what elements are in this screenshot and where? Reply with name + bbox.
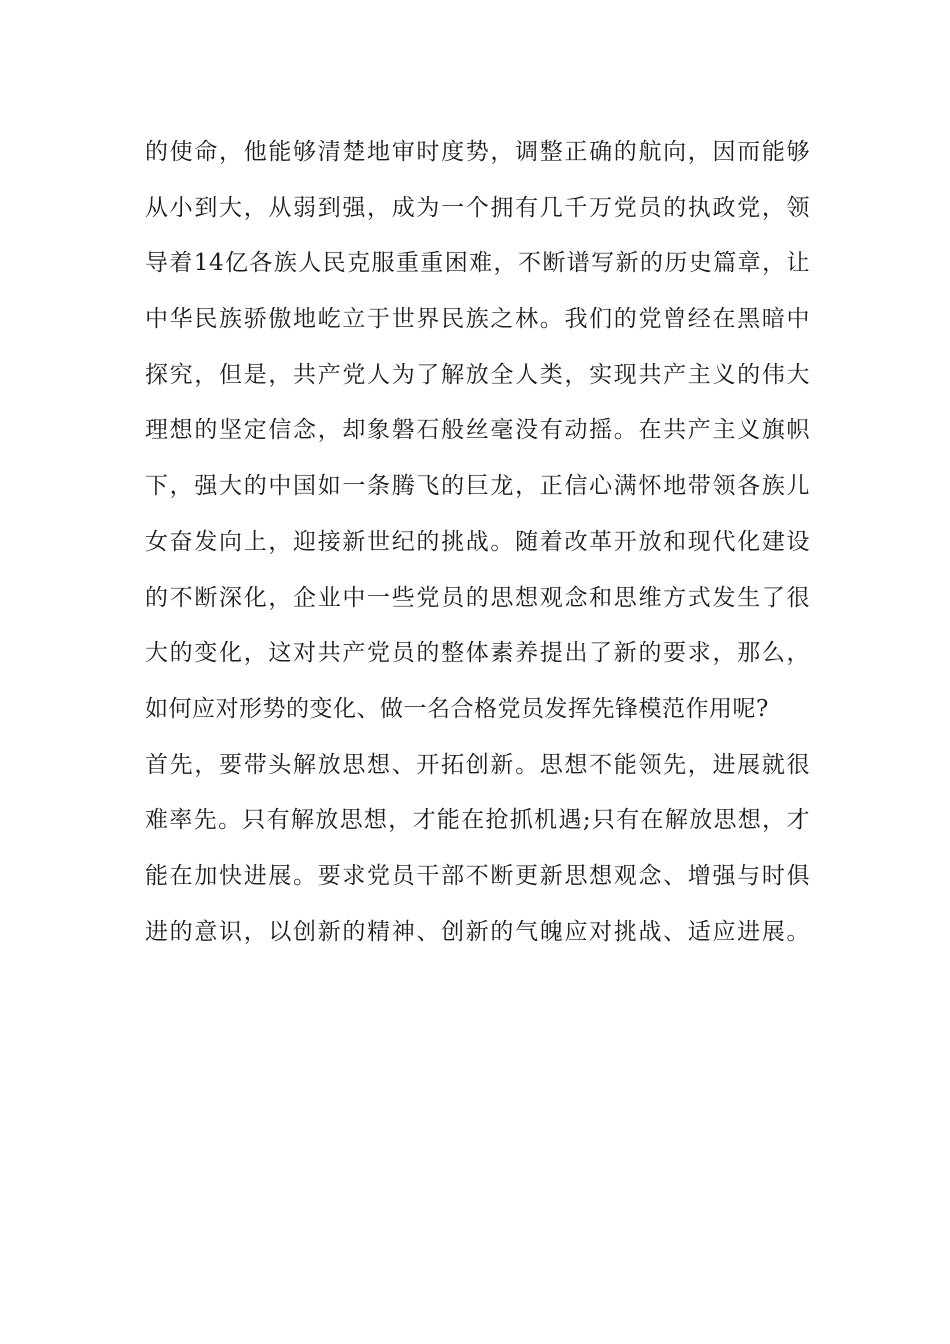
text-line: 难率先。只有解放思想，才能在抢抓机遇;只有在解放思想，才 xyxy=(145,807,810,834)
text-line: 下，强大的中国如一条腾飞的巨龙，正信心满怀地带领各族儿 xyxy=(145,473,810,500)
text-line: 中华民族骄傲地屹立于世界民族之林。我们的党曾经在黑暗中 xyxy=(145,306,810,333)
text-line: 大的变化，这对共产党员的整体素养提出了新的要求，那么， xyxy=(145,640,810,667)
text-line: 探究，但是，共产党人为了解放全人类，实现共产主义的伟大 xyxy=(145,361,810,388)
text-line: 的使命，他能够清楚地审时度势，调整正确的航向，因而能够 xyxy=(145,139,810,165)
text-line: 的不断深化，企业中一些党员的思想观念和思维方式发生了很 xyxy=(145,584,810,611)
text-line: 首先，要带头解放思想、开拓创新。思想不能领先，进展就很 xyxy=(145,751,810,778)
text-line: 进的意识，以创新的精神、创新的气魄应对挑战、适应进展。 xyxy=(145,918,810,945)
text-line: 女奋发向上，迎接新世纪的挑战。随着改革开放和现代化建设 xyxy=(145,528,810,555)
text-line: 从小到大，从弱到强，成为一个拥有几千万党员的执政党，领 xyxy=(145,194,810,221)
text-line: 导着14亿各族人民克服重重困难，不断谱写新的历史篇章，让 xyxy=(145,250,810,277)
body-text xyxy=(145,129,810,964)
text-line: 理想的坚定信念，却象磐石般丝毫没有动摇。在共产主义旗帜 xyxy=(145,417,810,444)
text-line: 如何应对形势的变化、做一名合格党员发挥先锋模范作用呢? xyxy=(145,695,769,722)
text-line: 能在加快进展。要求党员干部不断更新思想观念、增强与时俱 xyxy=(145,862,810,889)
